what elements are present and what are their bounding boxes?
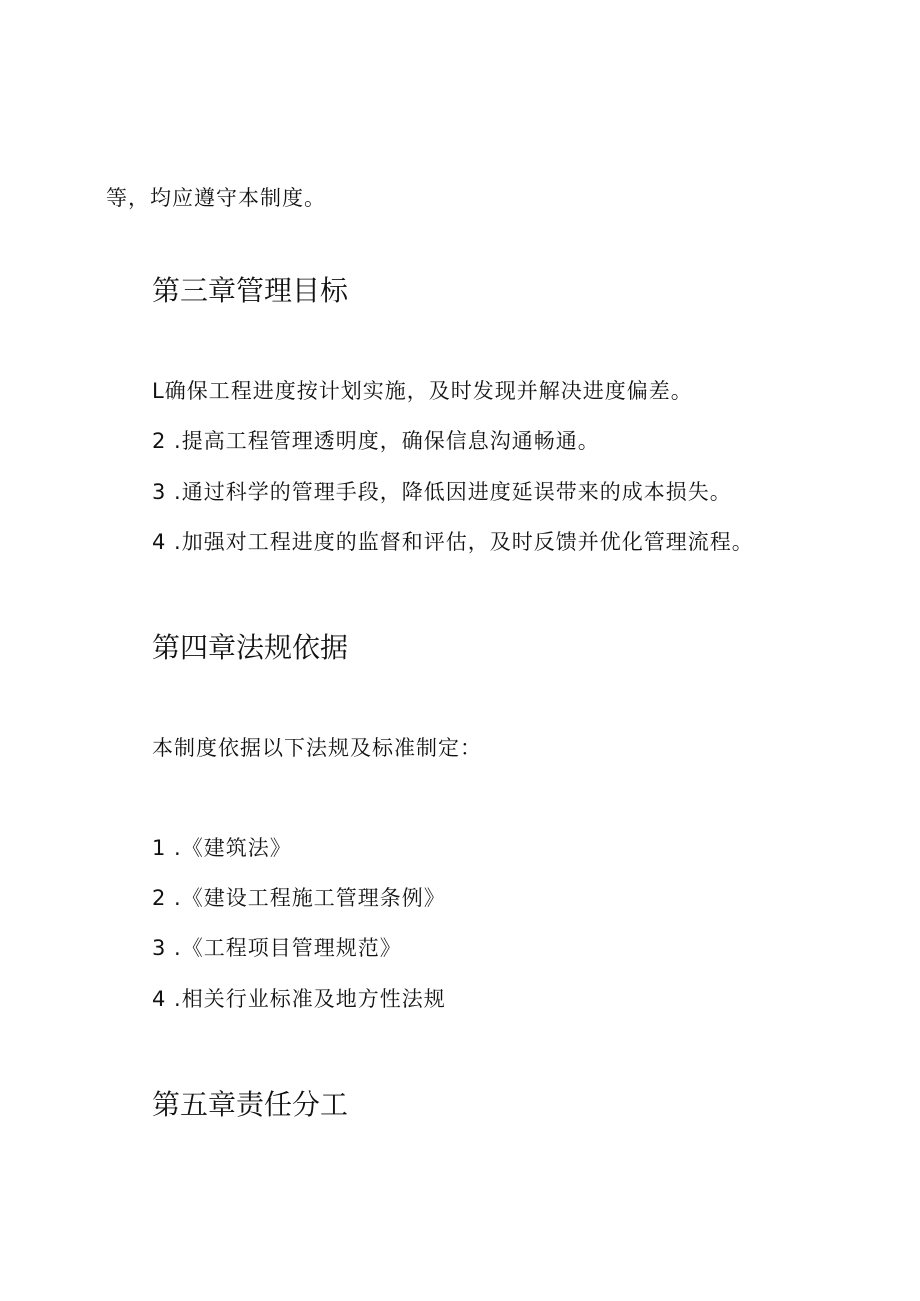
chapter4-item-3: 3 .《工程项目管理规范》 xyxy=(152,936,402,960)
chapter4-title: 第四章法规依据 xyxy=(152,631,349,664)
chapter4-item-2: 2 .《建设工程施工管理条例》 xyxy=(152,886,446,910)
chapter3-item-4: 4 .加强对工程进度的监督和评估，及时反馈并优化管理流程。 xyxy=(152,530,754,554)
chapter5-title: 第五章责任分工 xyxy=(152,1088,349,1121)
chapter4-item-4: 4 .相关行业标准及地方性法规 xyxy=(152,987,446,1011)
chapter4-intro: 本制度依据以下法规及标准制定： xyxy=(152,736,482,760)
chapter3-item-2: 2 .提高工程管理透明度，确保信息沟通畅通。 xyxy=(152,429,600,453)
chapter3-item-3: 3 .通过科学的管理手段，降低因进度延误带来的成本损失。 xyxy=(152,480,732,504)
intro-tail-text: 等，均应遵守本制度。 xyxy=(106,186,326,210)
chapter3-title: 第三章管理目标 xyxy=(152,274,349,307)
chapter3-item-1: L确保工程进度按计划实施，及时发现并解决进度偏差。 xyxy=(152,379,693,403)
chapter4-item-1: 1 .《建筑法》 xyxy=(152,836,292,860)
